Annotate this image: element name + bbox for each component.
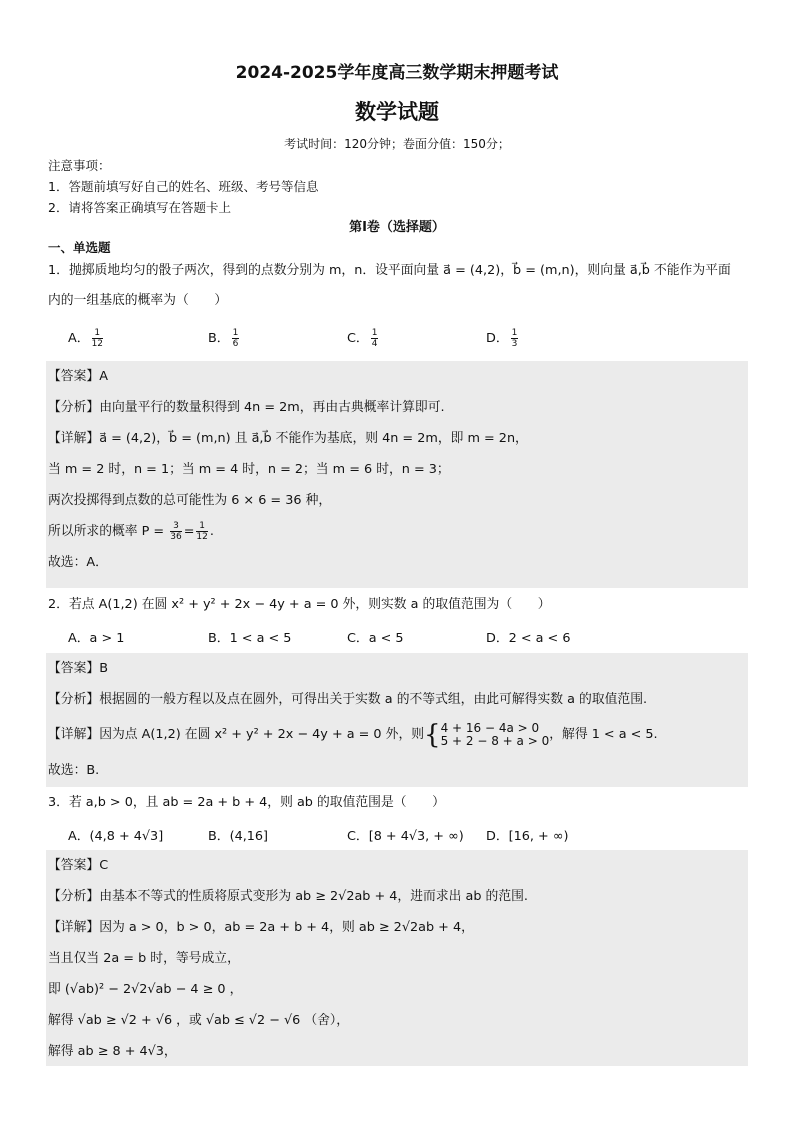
detail-text: 当 m = 2 时，n = 1；当 m = 4 时，n = 2；当 m = 6 时，n = 3；	[48, 462, 450, 477]
answer-label: 【答案】A	[48, 369, 108, 384]
question-1-line-1: 1．抛掷质地均匀的骰子两次，得到的点数分别为 m，n．设平面向量 a⃗ = (4,2)，b⃗ = (m,n)，则向量 a⃗,b⃗ 不能作为平面	[48, 263, 731, 278]
question-3-options	[68, 825, 728, 844]
option-b: B．(4,16]	[208, 829, 269, 844]
detail-text: 即 (√ab)² − 2√2√ab − 4 ≥ 0 ，	[48, 982, 243, 997]
note-item: 1．答题前填写好自己的姓名、班级、考号等信息	[48, 179, 319, 194]
detail-text: 【详解】a⃗ = (4,2)，b⃗ = (m,n) 且 a⃗,b⃗ 不能作为基底，则 4n = 2m，即 m = 2n，	[48, 431, 528, 446]
answer-label: 【答案】C	[48, 858, 109, 873]
note-item: 2．请将答案正确填写在答题卡上	[48, 200, 231, 215]
option-a: A． $\frac{1}{12}$	[68, 328, 104, 349]
detail-text: 两次投掷得到点数的总可能性为 6 × 6 = 36 种，	[48, 493, 332, 508]
option-d: D．2 < a < 6	[486, 631, 571, 646]
option-c: C．[8 + 4√3, + ∞)	[347, 829, 464, 844]
question-3-solution	[46, 850, 748, 1066]
option-c: C．a < 5	[347, 631, 404, 646]
question-2-solution	[46, 653, 748, 787]
notes-block	[48, 155, 318, 218]
question-1-stem	[48, 256, 748, 316]
analysis-text: 【分析】由基本不等式的性质将原式变形为 ab ≥ 2√2ab + 4，进而求出 ab 的范围.	[48, 889, 528, 904]
option-d: D．[16, + ∞)	[486, 829, 569, 844]
notes-heading: 注意事项：	[48, 158, 111, 173]
exam-info: 考试时间：120分钟；卷面分值：150分；	[284, 137, 510, 151]
subject-title: 数学试题	[355, 100, 439, 124]
detail-text: 当且仅当 2a = b 时，等号成立，	[48, 951, 240, 966]
analysis-text: 【分析】由向量平行的数量积得到 4n = 2m，再由古典概率计算即可.	[48, 400, 445, 415]
part-title: 第I卷（选择题）	[349, 220, 445, 235]
probability-line: 所以所求的概率 P = $\frac{3}{36}$ = $\frac{1}{12}$ .	[48, 521, 214, 542]
inequality-system: { 4 + 16 − 4a > 0 5 + 2 − 8 + a > 0	[424, 719, 550, 750]
option-a: A．(4,8 + 4√3]	[68, 829, 164, 844]
answer-label: 【答案】B	[48, 661, 108, 676]
question-1-line-2: 内的一组基底的概率为（ ）	[48, 293, 228, 308]
detail-text: 解得 √ab ≥ √2 + √6 ，或 √ab ≤ √2 − √6 （舍），	[48, 1013, 350, 1028]
exam-title: 2024-2025学年度高三数学期末押题考试	[235, 63, 559, 83]
detail-text: 【详解】因为 a > 0，b > 0，ab = 2a + b + 4，则 ab ≥ 2√2ab + 4，	[48, 920, 474, 935]
detail-text: 【详解】因为点 A(1,2) 在圆 x² + y² + 2x − 4y + a = 0 外，则 { 4 + 16 − 4a > 0 5 + 2 − 8 + a > 0 ，解得 1 < a < 5.	[48, 719, 658, 750]
analysis-text: 【分析】根据圆的一般方程以及点在圆外，可得出关于实数 a 的不等式组，由此可解得实数 a 的取值范围.	[48, 692, 648, 707]
option-d: D． $\frac{1}{3}$	[486, 328, 518, 349]
question-1-solution	[46, 361, 748, 588]
conclusion-text: 故选：B.	[48, 763, 100, 778]
detail-text: 解得 ab ≥ 8 + 4√3，	[48, 1044, 177, 1059]
question-1-options	[68, 327, 728, 349]
question-2-options	[68, 627, 728, 646]
section-title: 一、单选题	[48, 240, 111, 255]
option-a: A．a > 1	[68, 631, 125, 646]
option-c: C． $\frac{1}{4}$	[347, 328, 378, 349]
question-3-stem: 3．若 a,b > 0，且 ab = 2a + b + 4，则 ab 的取值范围是（ ）	[48, 795, 445, 810]
conclusion-text: 故选：A．	[48, 555, 108, 570]
option-b: B． $\frac{1}{6}$	[208, 328, 239, 349]
option-b: B．1 < a < 5	[208, 631, 292, 646]
question-2-stem: 2．若点 A(1,2) 在圆 x² + y² + 2x − 4y + a = 0 外，则实数 a 的取值范围为（ ）	[48, 597, 551, 612]
